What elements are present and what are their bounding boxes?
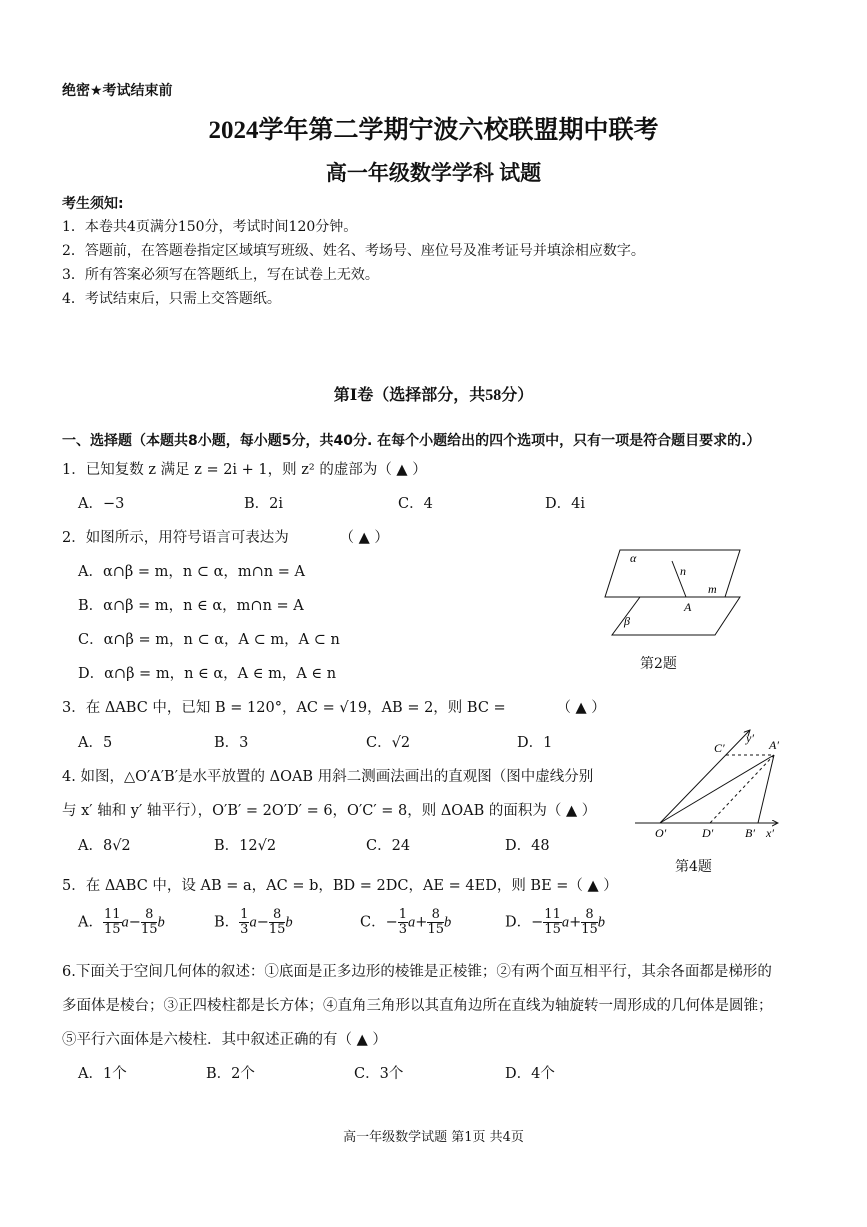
page-footer: 高一年级数学试题 第1页 共4页 bbox=[343, 1130, 524, 1145]
q5-option-a bbox=[78, 908, 165, 937]
operator: − bbox=[256, 914, 269, 931]
q4-oblique-figure bbox=[630, 722, 790, 840]
label-b: B′ bbox=[745, 826, 755, 840]
q1-option-d: D．4i bbox=[545, 496, 585, 512]
q2-option-d: D．α∩β = m，n ∈ α，A ∈ m，A ∈ n bbox=[78, 666, 337, 682]
option-letter: A． bbox=[78, 914, 103, 931]
label-c: C′ bbox=[714, 741, 725, 755]
q6-option-a: A．1个 bbox=[78, 1066, 127, 1082]
notice-item: 2．答题前，在答题卷指定区域填写班级、姓名、考场号、座位号及准考证号并填涂相应数字。 bbox=[62, 243, 645, 259]
vector-a: a bbox=[408, 914, 416, 931]
vector-b: b bbox=[597, 914, 606, 931]
q2-option-c: C．α∩β = m，n ⊂ α，A ⊂ m，A ⊂ n bbox=[78, 632, 340, 648]
exam-title: 2024学年第二学期宁波六校联盟期中联考 bbox=[208, 117, 659, 144]
label-alpha: α bbox=[630, 551, 637, 565]
q3-option-a: A．5 bbox=[78, 735, 113, 751]
plane-beta bbox=[612, 597, 740, 635]
question-2-stem: 2．如图所示，用符号语言可表达为 （ ▲ ） bbox=[62, 530, 389, 546]
exam-subtitle: 高一年级数学学科 试题 bbox=[325, 161, 542, 185]
vector-a: a bbox=[121, 914, 129, 931]
fraction: $\frac{8}{15}$ bbox=[268, 907, 286, 937]
label-m: m bbox=[708, 582, 717, 596]
vector-b: b bbox=[444, 914, 452, 931]
notice-item: 1．本卷共4页满分150分，考试时间120分钟。 bbox=[62, 219, 358, 235]
segment-oa bbox=[660, 755, 774, 823]
fraction: $\frac{11}{15}$ bbox=[544, 907, 561, 937]
section-heading: 一、选择题（本题共8小题，每小题5分，共40分. 在每个小题给出的四个选项中，只有一项是符合题目要求的.） bbox=[62, 433, 761, 449]
y-axis bbox=[660, 730, 750, 823]
operator: − bbox=[128, 914, 141, 931]
label-a: A′ bbox=[769, 738, 779, 752]
q1-option-a: A．−3 bbox=[78, 496, 125, 512]
option-letter: B． bbox=[214, 914, 240, 931]
segment-ab bbox=[758, 755, 774, 823]
notice-item: 3．所有答案必须写在答题纸上，写在试卷上无效。 bbox=[62, 267, 379, 283]
q5-option-b bbox=[214, 908, 293, 937]
option-letter: C． bbox=[360, 914, 386, 931]
vector-a: a bbox=[249, 914, 257, 931]
vector-a: a bbox=[561, 914, 570, 931]
operator: + bbox=[569, 914, 582, 931]
label-n: n bbox=[680, 564, 686, 578]
q2-option-b: B．α∩β = m，n ∈ α，m∩n = A bbox=[78, 598, 304, 614]
fraction: $\frac{8}{15}$ bbox=[581, 907, 598, 937]
vector-b: b bbox=[285, 914, 293, 931]
q1-option-b: B．2i bbox=[244, 496, 284, 512]
q3-option-b: B．3 bbox=[214, 735, 249, 751]
q4-figure-caption: 第4题 bbox=[675, 859, 712, 875]
q4-option-b: B．12√2 bbox=[214, 838, 277, 854]
option-letter: D． bbox=[505, 914, 532, 931]
question-6-line3: ⑤平行六面体是六棱柱．其中叙述正确的有（ ▲ ） bbox=[62, 1032, 387, 1048]
label-a: A bbox=[684, 600, 692, 614]
fraction: $\frac{11}{15}$ bbox=[103, 907, 121, 937]
vector-b: b bbox=[157, 914, 165, 931]
operator: + bbox=[415, 914, 428, 931]
label-d: D′ bbox=[702, 826, 714, 840]
label-beta: β bbox=[624, 614, 630, 628]
q6-option-c: C．3个 bbox=[354, 1066, 404, 1082]
q4-option-c: C．24 bbox=[366, 838, 411, 854]
question-5-stem: 5．在 ΔABC 中，设 AB = a，AC = b，BD = 2DC，AE = 4ED，则 BE =（ ▲ ） bbox=[62, 878, 618, 894]
sign: − bbox=[531, 914, 544, 931]
dashed-ad bbox=[710, 755, 774, 823]
q4-option-a: A．8√2 bbox=[78, 838, 131, 854]
question-4-stem-line1: 4. 如图，△O′A′B′是水平放置的 ΔOAB 用斜二测画法画出的直观图（图中虚线分别 bbox=[62, 769, 594, 785]
label-y: y′ bbox=[746, 731, 754, 745]
q3-option-d: D．1 bbox=[517, 735, 553, 751]
plane-alpha bbox=[605, 550, 740, 597]
secret-label: 绝密★考试结束前 bbox=[62, 83, 173, 99]
q1-option-c: C．4 bbox=[398, 496, 433, 512]
question-3-stem: 3．在 ΔABC 中，已知 B = 120°，AC = √19，AB = 2，则 BC = （ ▲ ） bbox=[62, 700, 606, 716]
q6-option-d: D．4个 bbox=[505, 1066, 555, 1082]
q6-option-b: B．2个 bbox=[206, 1066, 255, 1082]
q4-option-d: D．48 bbox=[505, 838, 550, 854]
notice-item: 4．考试结束后，只需上交答题纸。 bbox=[62, 291, 281, 307]
q5-option-c bbox=[360, 908, 451, 937]
q2-option-a: A．α∩β = m，n ⊂ α，m∩n = A bbox=[78, 564, 305, 580]
fraction: $\frac{8}{15}$ bbox=[140, 907, 158, 937]
q5-option-d bbox=[505, 908, 605, 937]
fraction: $\frac{1}{3}$ bbox=[240, 907, 249, 937]
q3-option-c: C．√2 bbox=[366, 735, 411, 751]
label-x: x′ bbox=[766, 826, 774, 840]
question-6-line2: 多面体是棱台；③正四棱柱都是长方体；④直角三角形以其直角边所在直线为轴旋转一周形成的几何体是圆锥； bbox=[62, 998, 773, 1014]
label-o: O′ bbox=[655, 826, 667, 840]
question-4-stem-line2: 与 x′ 轴和 y′ 轴平行），O′B′ = 2O′D′ = 6，O′C′ = 8，则 ΔOAB 的面积为（ ▲ ） bbox=[62, 803, 597, 819]
sign: − bbox=[385, 914, 398, 931]
notice-heading: 考生须知: bbox=[62, 196, 124, 212]
fraction: $\frac{8}{15}$ bbox=[427, 907, 444, 937]
question-1-stem: 1．已知复数 z 满足 z = 2i + 1，则 z² 的虚部为（ ▲ ） bbox=[62, 462, 427, 478]
part-title: 第Ⅰ卷（选择部分，共58分） bbox=[333, 387, 534, 404]
q2-figure-caption: 第2题 bbox=[640, 656, 677, 672]
question-6-line1: 6.下面关于空间几何体的叙述：①底面是正多边形的棱锥是正棱锥；②有两个面互相平行，其余各面都是梯形的 bbox=[62, 964, 772, 980]
q2-planes-figure bbox=[600, 545, 745, 645]
fraction: $\frac{1}{3}$ bbox=[398, 907, 408, 937]
